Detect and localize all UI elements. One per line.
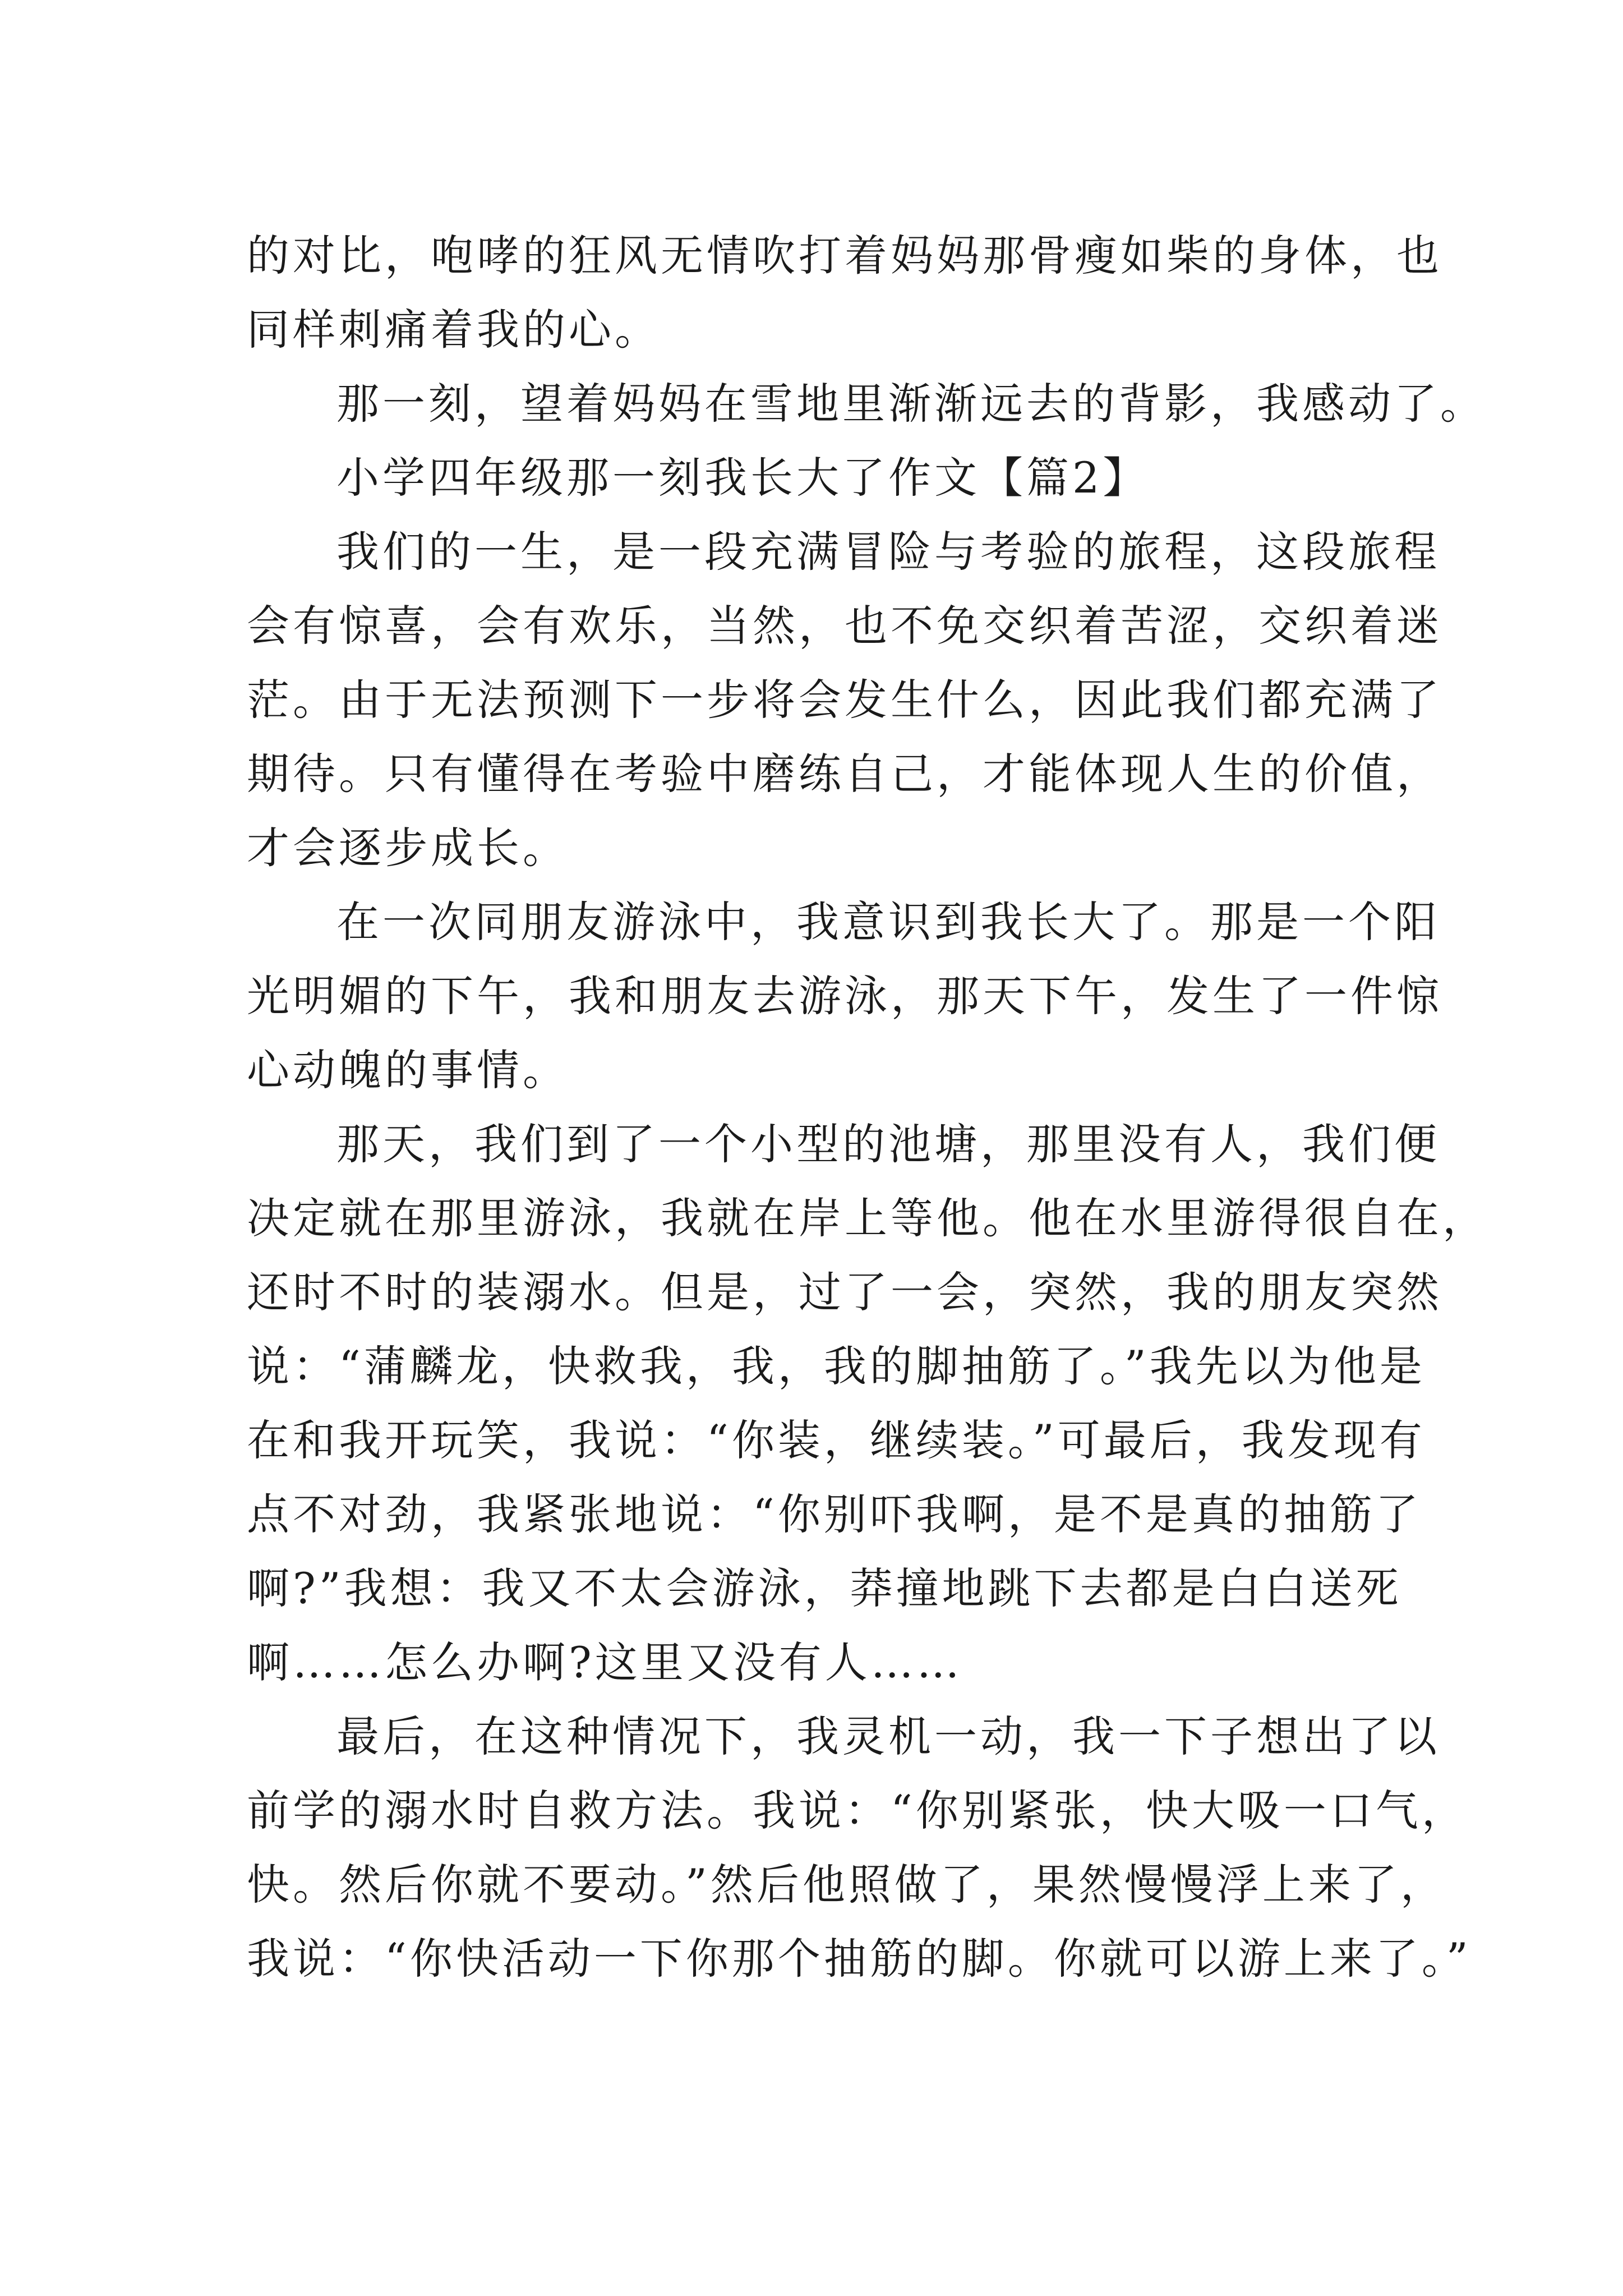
text-line: 决定就在那里游泳，我就在岸上等他。他在水里游得很自在， [247, 1193, 1488, 1243]
text-line: 那一刻，望着妈妈在雪地里渐渐远去的背影，我感动了。 [336, 379, 1486, 429]
text-line: 点不对劲，我紧张地说：“你别吓我啊，是不是真的抽筋了 [247, 1489, 1422, 1539]
text-line: 同样刺痛着我的心。 [247, 305, 661, 355]
text-line: 心动魄的事情。 [247, 1045, 569, 1095]
text-line: 最后，在这种情况下，我灵机一动，我一下子想出了以 [336, 1711, 1440, 1761]
text-line: 那天，我们到了一个小型的池塘，那里没有人，我们便 [336, 1119, 1440, 1169]
text-line: 我说：“你快活动一下你那个抽筋的脚。你就可以游上来了。” [247, 1934, 1472, 1984]
text-line: 在和我开玩笑，我说：“你装，继续装。”可最后，我发现有 [247, 1415, 1426, 1465]
text-line: 才会逐步成长。 [247, 823, 569, 873]
text-line: 期待。只有懂得在考验中磨练自己，才能体现人生的价值， [247, 749, 1442, 799]
text-line: 会有惊喜，会有欢乐，当然，也不免交织着苦涩，交织着迷 [247, 601, 1442, 651]
text-line: 我们的一生，是一段充满冒险与考验的旅程，这段旅程 [336, 527, 1440, 577]
section-heading: 小学四年级那一刻我长大了作文【篇2】 [336, 453, 1149, 503]
text-line: 说：“蒲麟龙，快救我，我，我的脚抽筋了。”我先以为他是 [247, 1341, 1426, 1391]
text-line: 还时不时的装溺水。但是，过了一会，突然，我的朋友突然 [247, 1267, 1442, 1317]
text-line: 的对比，咆哮的狂风无情吹打着妈妈那骨瘦如柴的身体，也 [247, 231, 1442, 280]
text-line: 在一次同朋友游泳中，我意识到我长大了。那是一个阳 [336, 897, 1440, 947]
text-line: 快。然后你就不要动。”然后他照做了，果然慢慢浮上来了， [247, 1860, 1446, 1910]
text-line: 光明媚的下午，我和朋友去游泳，那天下午，发生了一件惊 [247, 971, 1442, 1021]
text-line: 啊?”我想：我又不太会游泳，莽撞地跳下去都是白白送死 [247, 1563, 1402, 1613]
text-line: 啊……怎么办啊?这里又没有人…… [247, 1637, 963, 1687]
text-line: 前学的溺水时自救方法。我说：“你别紧张，快大吸一口气， [247, 1786, 1468, 1835]
document-page [247, 219, 1488, 1996]
text-line: 茫。由于无法预测下一步将会发生什么，因此我们都充满了 [247, 675, 1442, 725]
